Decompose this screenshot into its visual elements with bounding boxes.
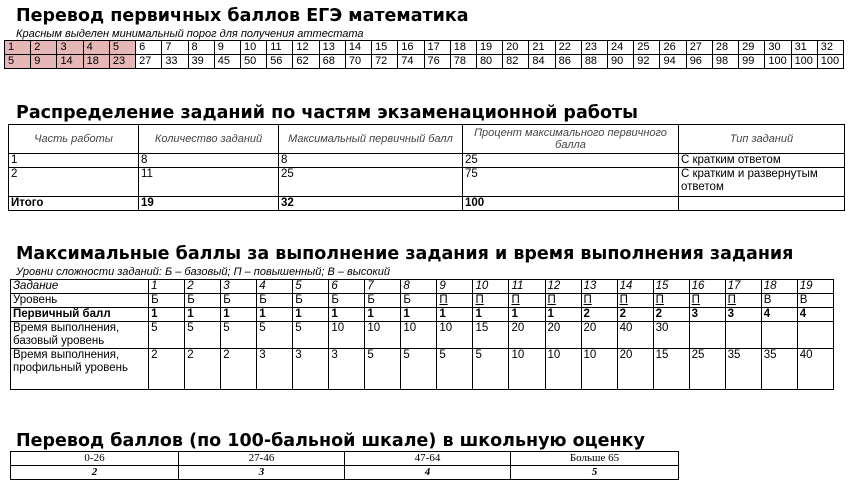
cell-time_base [689, 322, 725, 349]
cell-levels: П [617, 294, 653, 308]
primary-score-cell: 32 [817, 41, 843, 55]
test-score-cell: 62 [293, 55, 319, 69]
cell-time_prof: 35 [725, 349, 761, 390]
test-score-cell: 76 [424, 55, 450, 69]
test-score-cell: 14 [57, 55, 83, 69]
cell-levels: В [797, 294, 833, 308]
test-score-cell: 99 [739, 55, 765, 69]
cell: 11 [139, 168, 279, 197]
primary-score-cell: 10 [240, 41, 266, 55]
test-score-cell: 9 [31, 55, 57, 69]
cell-tasks: 19 [797, 280, 833, 294]
cell-levels: П [509, 294, 545, 308]
cell-time_prof: 2 [185, 349, 221, 390]
cell-time_prof: 40 [797, 349, 833, 390]
cell-primary: 1 [473, 308, 509, 322]
cell-time_prof: 35 [761, 349, 797, 390]
cell-time_base: 20 [545, 322, 581, 349]
test-score-cell: 100 [791, 55, 817, 69]
test-score-cell: 92 [634, 55, 660, 69]
test-score-cell: 84 [529, 55, 555, 69]
test-score-cell: 74 [398, 55, 424, 69]
cell-time_prof: 5 [401, 349, 437, 390]
cell-levels: П [473, 294, 509, 308]
test-score-cell: 45 [214, 55, 240, 69]
cell: 8 [279, 154, 463, 168]
primary-score-cell: 16 [398, 41, 424, 55]
cell: 75 [463, 168, 679, 197]
primary-row [11, 308, 834, 322]
test-score-cell: 72 [372, 55, 398, 69]
cell-time_prof: 2 [149, 349, 185, 390]
row-label: Уровень [11, 294, 149, 308]
cell: 2 [9, 168, 139, 197]
range-cell: 27-46 [179, 452, 345, 466]
test-score-cell: 68 [319, 55, 345, 69]
primary-score-cell: 2 [31, 41, 57, 55]
level-row [11, 294, 834, 308]
cell-time_prof: 15 [653, 349, 689, 390]
section1-note: Красным выделен минимальный порог для получения аттестата [16, 28, 364, 40]
primary-score-row [5, 41, 844, 55]
cell-tasks: 8 [401, 280, 437, 294]
cell-levels: П [653, 294, 689, 308]
cell-primary: 1 [545, 308, 581, 322]
cell: 25 [279, 168, 463, 197]
cell-levels: Б [329, 294, 365, 308]
cell-levels: Б [257, 294, 293, 308]
cell-primary: 4 [797, 308, 833, 322]
cell-time_prof: 20 [617, 349, 653, 390]
test-score-cell: 78 [450, 55, 476, 69]
primary-score-cell: 15 [372, 41, 398, 55]
primary-score-cell: 1 [5, 41, 31, 55]
test-score-cell: 82 [503, 55, 529, 69]
test-score-cell: 80 [476, 55, 502, 69]
cell-primary: 3 [725, 308, 761, 322]
section1-title: Перевод первичных баллов ЕГЭ математика [16, 6, 469, 26]
cell-time_base [761, 322, 797, 349]
primary-score-cell: 6 [136, 41, 162, 55]
section3-title: Максимальные баллы за выполнение задания и время выполнения задания [16, 244, 794, 264]
cell-tasks: 9 [437, 280, 473, 294]
grade-cell: 5 [511, 466, 679, 480]
primary-score-cell: 27 [686, 41, 712, 55]
cell-tasks: 18 [761, 280, 797, 294]
time-base-row [11, 322, 834, 349]
cell-time_prof: 5 [473, 349, 509, 390]
cell: 19 [139, 197, 279, 211]
cell-levels: П [581, 294, 617, 308]
cell-primary: 1 [437, 308, 473, 322]
cell-levels: В [761, 294, 797, 308]
primary-score-cell: 26 [660, 41, 686, 55]
test-score-cell: 56 [267, 55, 293, 69]
row-label: Время выполнения, базовый уровень [11, 322, 149, 349]
grades-row [11, 466, 679, 480]
primary-score-cell: 24 [608, 41, 634, 55]
cell-primary: 1 [509, 308, 545, 322]
cell-levels: Б [293, 294, 329, 308]
cell-time_prof: 5 [365, 349, 401, 390]
cell-primary: 4 [761, 308, 797, 322]
cell-primary: 1 [293, 308, 329, 322]
section3-note: Уровни сложности заданий: Б – базовый; П – повышенный; В – высокий [16, 266, 390, 278]
cell-time_base: 5 [221, 322, 257, 349]
header-type: Тип заданий [679, 125, 845, 154]
cell-primary: 2 [653, 308, 689, 322]
cell-tasks: 5 [293, 280, 329, 294]
test-score-cell: 100 [817, 55, 843, 69]
test-score-cell: 5 [5, 55, 31, 69]
row-label: Задание [11, 280, 149, 294]
primary-score-cell: 18 [450, 41, 476, 55]
cell-tasks: 16 [689, 280, 725, 294]
test-score-cell: 33 [162, 55, 188, 69]
cell-time_prof: 5 [437, 349, 473, 390]
primary-score-cell: 5 [109, 41, 135, 55]
parts-header-row [9, 125, 845, 154]
cell-levels: Б [365, 294, 401, 308]
primary-score-cell: 21 [529, 41, 555, 55]
time-prof-row [11, 349, 834, 390]
header-part: Часть работы [9, 125, 139, 154]
primary-score-cell: 8 [188, 41, 214, 55]
range-cell: 47-64 [345, 452, 511, 466]
parts-table [8, 124, 845, 211]
primary-score-cell: 11 [267, 41, 293, 55]
primary-score-cell: 3 [57, 41, 83, 55]
tasks-table [10, 279, 834, 390]
test-score-cell: 100 [765, 55, 791, 69]
test-score-row [5, 55, 844, 69]
cell-time_prof: 10 [509, 349, 545, 390]
cell-primary: 2 [617, 308, 653, 322]
test-score-cell: 90 [608, 55, 634, 69]
test-score-cell: 27 [136, 55, 162, 69]
cell-time_prof: 2 [221, 349, 257, 390]
primary-score-cell: 30 [765, 41, 791, 55]
cell-time_base: 10 [401, 322, 437, 349]
cell-tasks: 6 [329, 280, 365, 294]
cell-primary: 2 [581, 308, 617, 322]
cell-levels: Б [221, 294, 257, 308]
test-score-cell: 39 [188, 55, 214, 69]
test-score-cell: 50 [240, 55, 266, 69]
cell-time_base: 5 [293, 322, 329, 349]
cell-time_base: 20 [509, 322, 545, 349]
section4-title: Перевод баллов (по 100-бальной шкале) в школьную оценку [16, 431, 645, 451]
ranges-row [11, 452, 679, 466]
test-score-cell: 94 [660, 55, 686, 69]
cell-primary: 1 [401, 308, 437, 322]
primary-score-cell: 9 [214, 41, 240, 55]
cell: Итого [9, 197, 139, 211]
cell-time_base: 5 [185, 322, 221, 349]
cell-primary: 3 [689, 308, 725, 322]
cell-time_base: 10 [365, 322, 401, 349]
cell-levels: П [689, 294, 725, 308]
cell-tasks: 13 [581, 280, 617, 294]
cell-levels: Б [401, 294, 437, 308]
cell-time_base: 5 [149, 322, 185, 349]
primary-score-cell: 13 [319, 41, 345, 55]
parts-total-row [9, 197, 845, 211]
cell-levels: Б [185, 294, 221, 308]
cell-levels: Б [149, 294, 185, 308]
cell-time_prof: 3 [293, 349, 329, 390]
test-score-cell: 86 [555, 55, 581, 69]
cell-time_base: 10 [437, 322, 473, 349]
cell-time_prof: 10 [581, 349, 617, 390]
cell-time_base: 30 [653, 322, 689, 349]
cell-tasks: 2 [185, 280, 221, 294]
cell-tasks: 7 [365, 280, 401, 294]
primary-score-cell: 28 [712, 41, 738, 55]
cell-levels: П [545, 294, 581, 308]
cell-tasks: 11 [509, 280, 545, 294]
cell-time_base: 40 [617, 322, 653, 349]
cell-tasks: 17 [725, 280, 761, 294]
cell-levels: П [437, 294, 473, 308]
cell-time_prof: 25 [689, 349, 725, 390]
test-score-cell: 88 [581, 55, 607, 69]
cell-primary: 1 [257, 308, 293, 322]
grade-cell: 2 [11, 466, 179, 480]
test-score-cell: 96 [686, 55, 712, 69]
cell: 25 [463, 154, 679, 168]
section2-title: Распределение заданий по частям экзаменационной работы [16, 103, 638, 123]
primary-score-cell: 17 [424, 41, 450, 55]
range-cell: 0-26 [11, 452, 179, 466]
cell: 8 [139, 154, 279, 168]
cell-tasks: 4 [257, 280, 293, 294]
cell-tasks: 1 [149, 280, 185, 294]
primary-score-cell: 4 [83, 41, 109, 55]
cell-primary: 1 [329, 308, 365, 322]
test-score-cell: 18 [83, 55, 109, 69]
conversion-table [4, 40, 844, 69]
primary-score-cell: 12 [293, 41, 319, 55]
header-count: Количество заданий [139, 125, 279, 154]
primary-score-cell: 23 [581, 41, 607, 55]
test-score-cell: 23 [109, 55, 135, 69]
primary-score-cell: 31 [791, 41, 817, 55]
test-score-cell: 98 [712, 55, 738, 69]
cell-time_base: 5 [257, 322, 293, 349]
primary-score-cell: 7 [162, 41, 188, 55]
cell-tasks: 3 [221, 280, 257, 294]
parts-row-1 [9, 154, 845, 168]
cell: 32 [279, 197, 463, 211]
primary-score-cell: 19 [476, 41, 502, 55]
primary-score-cell: 22 [555, 41, 581, 55]
cell: С кратким ответом [679, 154, 845, 168]
cell-time_prof: 3 [329, 349, 365, 390]
cell-time_base: 10 [329, 322, 365, 349]
header-max: Максимальный первичный балл [279, 125, 463, 154]
cell: 1 [9, 154, 139, 168]
row-label: Время выполнения, профильный уровень [11, 349, 149, 390]
cell-tasks: 12 [545, 280, 581, 294]
cell-time_base: 15 [473, 322, 509, 349]
cell: С кратким и развернутым ответом [679, 168, 845, 197]
cell-primary: 1 [221, 308, 257, 322]
parts-row-2 [9, 168, 845, 197]
cell-time_base [725, 322, 761, 349]
header-percent: Процент максимального первичного балла [463, 125, 679, 154]
row-label: Первичный балл [11, 308, 149, 322]
cell-tasks: 10 [473, 280, 509, 294]
cell-primary: 1 [185, 308, 221, 322]
cell-tasks: 14 [617, 280, 653, 294]
cell: 100 [463, 197, 679, 211]
cell-levels: П [725, 294, 761, 308]
grade-cell: 4 [345, 466, 511, 480]
range-cell: Больше 65 [511, 452, 679, 466]
cell-primary: 1 [149, 308, 185, 322]
grade-cell: 3 [179, 466, 345, 480]
cell [679, 197, 845, 211]
grades-table [10, 451, 679, 480]
primary-score-cell: 29 [739, 41, 765, 55]
task-row [11, 280, 834, 294]
cell-time_base [797, 322, 833, 349]
cell-time_prof: 10 [545, 349, 581, 390]
cell-time_prof: 3 [257, 349, 293, 390]
cell-time_base: 20 [581, 322, 617, 349]
primary-score-cell: 20 [503, 41, 529, 55]
cell-tasks: 15 [653, 280, 689, 294]
primary-score-cell: 14 [345, 41, 371, 55]
test-score-cell: 70 [345, 55, 371, 69]
cell-primary: 1 [365, 308, 401, 322]
primary-score-cell: 25 [634, 41, 660, 55]
